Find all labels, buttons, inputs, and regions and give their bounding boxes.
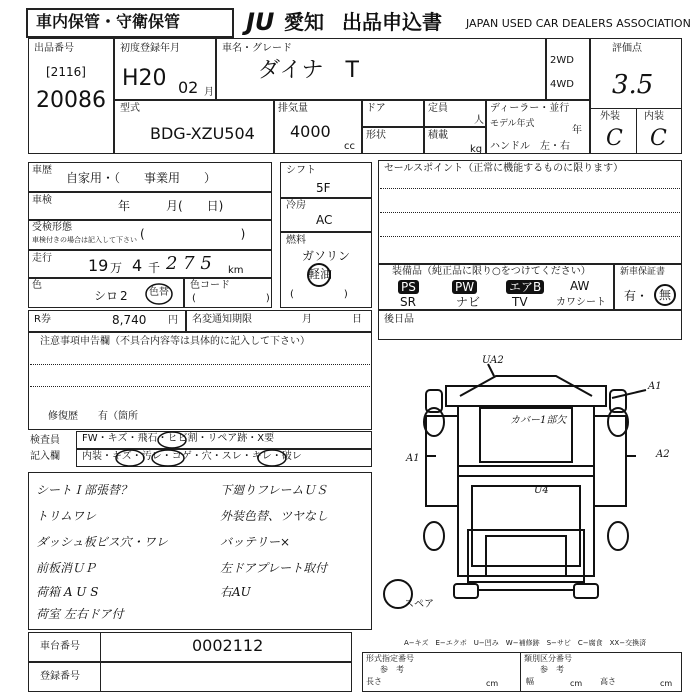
drive-4wd[interactable]: 4WD: [550, 79, 574, 90]
mileage-km: km: [228, 265, 244, 276]
ac-value: AC: [316, 213, 333, 227]
ref-left-ref: 参 考: [380, 665, 404, 674]
lot-bracket: [2116]: [46, 65, 86, 79]
capacity-unit: 人: [474, 115, 484, 126]
mileage-rest: 2 7 5: [166, 253, 212, 274]
displacement-unit: cc: [344, 141, 355, 152]
remark-right-2: 外装色替、ツヤなし: [220, 509, 329, 523]
check-row2-text: 内装・キズ・汚レ・コゲ・穴・スレ・キレ・破レ: [82, 451, 302, 462]
diagram-mark-a1-right: A1: [648, 381, 662, 392]
model-label: 型式: [120, 103, 140, 114]
form-title: 出品申込書: [342, 10, 442, 34]
doors-label: ドア: [366, 103, 386, 114]
rating-int-label: 内装: [644, 111, 664, 122]
mileage-sen: 4: [132, 256, 143, 275]
acceptance-label: 受検形態: [32, 222, 72, 233]
equipment-sr: SR: [400, 295, 416, 309]
recycle-unit: 円: [168, 315, 178, 326]
recycle-label: R券: [34, 314, 51, 325]
shape-label: 形状: [366, 130, 386, 141]
ref-left-title: 形式指定番号: [366, 654, 414, 663]
warranty-yes: 有・: [624, 289, 649, 303]
inspector-label: 検査員: [30, 435, 60, 446]
displacement-label: 排気量: [278, 103, 308, 114]
equipment-leather: カワシート: [556, 297, 606, 308]
chassis-value: 0002112: [192, 636, 264, 655]
drive-box: [546, 38, 590, 100]
remark-left-1: シートＩ部張替？: [36, 483, 133, 497]
ref-right-title: 類別区分番号: [524, 654, 572, 663]
mileage-man: 19: [88, 256, 109, 275]
ju-logo: JU: [246, 8, 275, 36]
registration-month: 02: [178, 78, 199, 97]
color-value: シロ: [94, 289, 119, 303]
regnum-label: 登録番号: [40, 671, 80, 682]
org-name: 愛知: [284, 10, 324, 34]
fuel-label: 燃料: [286, 235, 306, 246]
notice-month: 月: [302, 314, 312, 325]
dealer-handle: ハンドル 左・右: [490, 141, 570, 152]
color-change: 色替: [149, 287, 169, 298]
diagram-mark-a1-left: A1: [406, 453, 420, 464]
ref-right-h: 高さ: [600, 677, 616, 686]
remark-left-4: 前板消ＵＰ: [36, 561, 97, 575]
registration-era: H20: [122, 66, 167, 91]
history-value: 自家用・（ 事業用 ）: [66, 171, 217, 185]
rating-value: 3.5: [612, 70, 654, 100]
shift-value: 5F: [316, 181, 331, 195]
remark-left-2: トリムワレ: [36, 509, 97, 523]
color-code-label: 色コード: [190, 280, 230, 291]
inspection-value: 年 月( 日): [118, 199, 224, 213]
diagram-mark-u4: U4: [534, 485, 549, 496]
remark-right-4: 左ドアプレート取付: [220, 561, 328, 575]
dealer-label: ディーラー・並行: [490, 103, 570, 114]
ref-right-cm2: cm: [660, 679, 673, 688]
dealer-year-unit: 年: [572, 125, 582, 136]
notice-day: 日: [352, 314, 362, 325]
ref-right-cm: cm: [570, 679, 583, 688]
car-diagram: [376, 346, 686, 636]
recycle-value: 8,740: [112, 313, 147, 327]
displacement-value: 4000: [290, 122, 331, 141]
remark-right-3: バッテリー×: [220, 535, 291, 549]
diagram-mark-ua2: UA2: [482, 355, 504, 366]
registration-month-unit: 月: [204, 87, 214, 98]
diagram-mark-a2: A2: [656, 449, 670, 460]
notice-label: 名変通知期限: [192, 314, 252, 325]
history-label: 車歴: [32, 165, 52, 176]
diagram-spare: スペア: [404, 599, 434, 610]
acceptance-value: ( ): [140, 227, 246, 241]
car-name-value: ダイナ T: [258, 58, 359, 83]
storage-title: 車内保管・守衛保管: [36, 12, 181, 31]
ref-right-w: 幅: [526, 677, 534, 686]
equipment-airbag: エアB: [506, 280, 544, 294]
shift-label: シフト: [286, 165, 316, 176]
color-code-value: ( ): [192, 293, 270, 304]
equipment-label: 装備品（純正品に限り○をつけてください）: [392, 266, 591, 277]
notes-label: 注意事項申告欄（不具合内容等は具体的に記入して下さい）: [40, 336, 310, 347]
ref-left-cm: cm: [486, 679, 499, 688]
color-label: 色: [32, 280, 42, 291]
lot-number: 20086: [36, 88, 106, 113]
dealer-model-year: モデル年式: [490, 119, 535, 129]
equipment-aw: AW: [570, 279, 590, 293]
capacity-label: 定員: [428, 103, 448, 114]
remark-left-5: 荷箱 A U S: [36, 585, 99, 599]
recycle-box: [28, 310, 186, 332]
warranty-no: 無: [659, 288, 672, 302]
equipment-navi: ナビ: [456, 295, 481, 309]
inspection-label: 車検: [32, 195, 52, 206]
lot-label: 出品番号: [34, 43, 74, 54]
acceptance-sub: 車検付きの場合は記入して下さい: [32, 236, 137, 244]
warranty-label: 新車保証書: [620, 267, 666, 277]
back-label: 後日品: [384, 314, 414, 325]
diagram-mark-cover: カバー1部欠: [510, 415, 567, 426]
chassis-label: 車台番号: [40, 641, 80, 652]
remark-left-6: 荷室 左右ドア付: [36, 607, 124, 621]
back-box: [378, 310, 682, 340]
registration-label: 初度登録年月: [120, 43, 180, 54]
diagram-legend: A−キズ E−エクボ U−凹み W−補修跡 S−サビ C−腐食 XX−交換済: [404, 639, 647, 647]
ac-label: 冷房: [286, 200, 306, 211]
equipment-ps: PS: [398, 280, 419, 294]
fuel-paren: ( ): [290, 289, 348, 300]
load-unit: kg: [470, 144, 483, 155]
check-marks: [76, 430, 376, 470]
remark-right-1: 下廻りフレームＵＳ: [220, 483, 328, 497]
fuel-option: 軽油: [308, 267, 333, 281]
entry-label: 記入欄: [30, 451, 60, 462]
sales-points-label: セールスポイント（正常に機能するものに限ります）: [384, 163, 624, 174]
fuel-value: ガソリン: [302, 249, 351, 263]
ref-right-ref: 参 考: [540, 665, 564, 674]
car-name-label: 車名・グレード: [222, 43, 292, 54]
check-row1-text: FW・キズ・飛石・ヒビ割・リペア跡・X要: [82, 433, 275, 444]
association-name: JAPAN USED CAR DEALERS ASSOCIATION: [466, 17, 691, 30]
rating-label: 評価点: [612, 43, 642, 54]
color-num: 2: [120, 289, 128, 303]
mileage-label: 走行: [32, 253, 52, 264]
load-label: 積載: [428, 130, 448, 141]
rating-ext-label: 外装: [600, 111, 620, 122]
notes-repair: 修復歴 有（箇所: [48, 411, 138, 422]
mileage-sen-unit: 千: [148, 261, 161, 275]
rating-int-value: C: [650, 126, 667, 151]
remark-left-3: ダッシュ板ビス穴・ワレ: [36, 535, 168, 549]
drive-2wd[interactable]: 2WD: [550, 55, 574, 66]
equipment-tv: TV: [512, 295, 528, 309]
remark-right-5: 右AU: [220, 585, 251, 599]
model-value: BDG-XZU504: [150, 124, 255, 143]
rating-ext-value: C: [606, 126, 623, 151]
ref-left-len: 長さ: [366, 677, 382, 686]
equipment-pw: PW: [452, 280, 477, 294]
mileage-man-unit: 万: [110, 261, 123, 275]
